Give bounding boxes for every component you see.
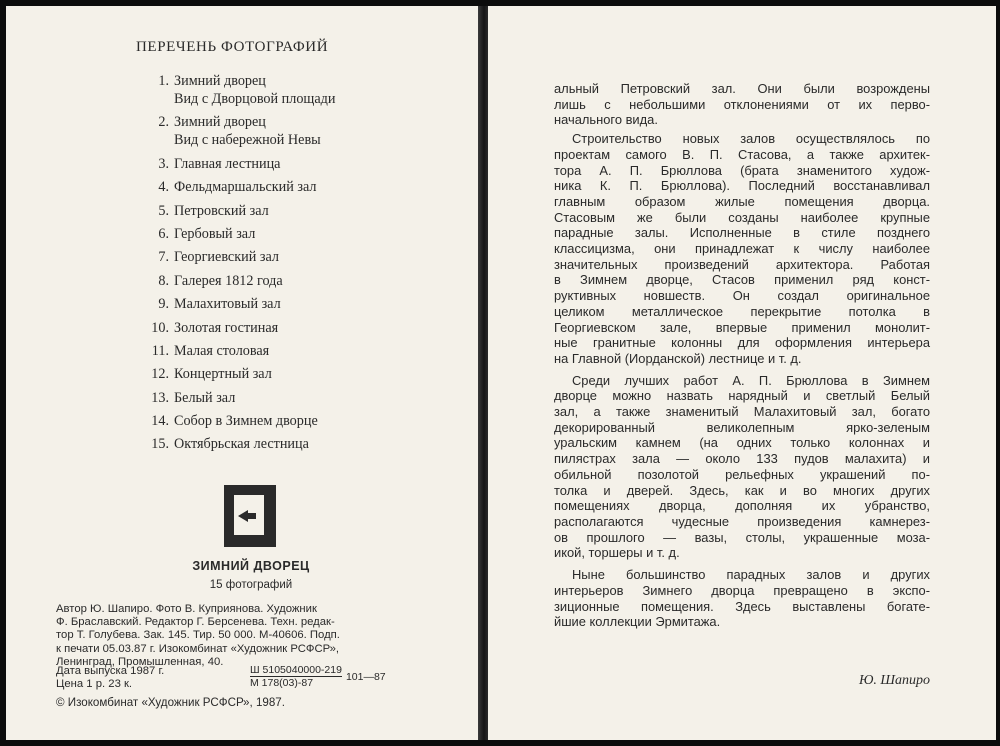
text-line: толка и дверей. Здесь, как и во многих других [554, 482, 930, 498]
photo-number: 5. [158, 202, 169, 219]
photo-number: 10. [151, 319, 169, 336]
photo-list-item [118, 435, 418, 453]
photo-number: 13. [151, 389, 169, 406]
photo-title [174, 178, 316, 196]
photo-list-item [118, 155, 418, 173]
photo-number: 3. [158, 155, 169, 172]
price: Цена 1 р. 23 к. [56, 678, 133, 691]
photo-title-line: Петровский зал [174, 202, 269, 219]
photo-list-item [118, 295, 418, 313]
photo-number: 6. [158, 225, 169, 242]
photo-number: 15. [151, 436, 169, 453]
paragraph [554, 81, 930, 128]
release-date: Дата выпуска 1987 г. [56, 665, 165, 677]
photo-title [174, 202, 269, 220]
photo-list-item [118, 248, 418, 266]
photo-list-item [118, 389, 418, 407]
release-info [56, 665, 164, 691]
photo-list-item [118, 342, 418, 360]
photo-title [174, 319, 278, 337]
text-line: классицизма, они принадлежат к числу наиболее [554, 241, 930, 257]
text-line: Стасовым же были созданы наиболее крупные [554, 209, 930, 225]
photo-list-item [118, 113, 418, 149]
photo-title [174, 225, 255, 243]
paragraph [554, 373, 930, 561]
paragraph [554, 567, 930, 630]
book-spine [478, 6, 488, 740]
photo-number: 9. [158, 296, 169, 313]
colophon-line: к печати 05.03.87 г. Изокомбинат «Художник РСФСР», [56, 642, 340, 655]
photo-title [174, 248, 279, 266]
photo-title-line: Гербовый зал [174, 225, 256, 242]
text-line: Ныне большинство парадных залов и других [572, 567, 930, 583]
photo-list-item [118, 225, 418, 243]
photo-number: 2. [158, 114, 169, 131]
text-line: проектам самого В. П. Стасова, а также архитек- [554, 146, 930, 162]
text-line: Среди лучших работ А. П. Брюллова в Зимнем [572, 372, 930, 388]
right-page [488, 6, 996, 740]
book-title: ЗИМНИЙ ДВОРЕЦ [192, 559, 310, 573]
index-code-top: Ш 5105040000-219 [250, 664, 342, 676]
text-line: целиком металлическое перекрытие потолка в [554, 303, 930, 319]
index-code-bottom: М 178(03)-87 [250, 677, 314, 689]
photo-title-line: Собор в Зимнем дворце [174, 413, 318, 430]
text-line: тора А. П. Брюллова (брата знаменитого худож- [554, 162, 930, 178]
toc-title: ПЕРЕЧЕНЬ ФОТОГРАФИЙ [136, 39, 329, 55]
photo-title [174, 272, 283, 290]
text-line: декорированный великолепным ярко-зеленым [554, 419, 930, 435]
photo-title [174, 155, 280, 173]
text-line: пилястрах зала — около 133 пудов малахита) и [554, 451, 930, 467]
photo-count: 15 фотографий [209, 579, 293, 591]
photo-list-item [118, 72, 418, 108]
copyright: © Изокомбинат «Художник РСФСР», 1987. [56, 696, 285, 709]
photo-title-line: Галерея 1812 года [174, 272, 283, 289]
photo-number: 14. [151, 413, 169, 430]
photo-list-item [118, 412, 418, 430]
photo-title [174, 72, 335, 108]
colophon-line: Ленинград, Промышленная, 40. [56, 655, 224, 668]
text-line: интерьеров Зимнего дворца превращено в экспо- [554, 582, 930, 598]
photo-title [174, 435, 309, 453]
text-line: ные гранитные колонны для оформления интерьера [554, 335, 930, 351]
photo-title [174, 342, 269, 360]
colophon-line: тор Т. Голубева. Зак. 145. Тир. 50 000. М-40606. Подп. [56, 629, 340, 642]
photo-title-line: Вид с набережной Невы [174, 132, 321, 149]
text-line: зиционные помещения. Здесь выставлены богате- [554, 598, 930, 614]
author-signature: Ю. Шапиро [858, 673, 930, 688]
photo-title-line: Вид с Дворцовой площади [174, 91, 336, 107]
colophon-line: Ф. Браславский. Редактор Г. Берсенева. Техн. редак- [56, 616, 335, 629]
index-code [250, 664, 386, 689]
colophon-line: Автор Ю. Шапиро. Фото В. Куприянова. Художник [56, 603, 317, 615]
photo-title [174, 389, 235, 407]
text-line: йшие коллекции Эрмитажа. [554, 614, 721, 630]
text-line: лишь с небольшими отклонениями от их перво- [554, 96, 930, 112]
text-line: Георгиевском зале, впервые применил монолит- [554, 319, 930, 335]
text-line: альный Петровский зал. Они были возрождены [554, 81, 930, 96]
photo-title [174, 412, 318, 430]
photo-number: 1. [158, 73, 169, 89]
photo-list-item [118, 272, 418, 290]
photo-title-line: Золотая гостиная [174, 319, 279, 336]
photo-title-line: Малахитовый зал [174, 296, 281, 313]
photo-number: 7. [158, 249, 169, 266]
photo-number: 4. [158, 179, 169, 196]
text-line: уральским камнем (на одних только колоннах и [554, 435, 930, 451]
text-line: в Зимнем дворце, Стасов применил ряд конст- [554, 272, 930, 288]
photo-title-line: Георгиевский зал [174, 249, 279, 266]
text-line: на Главной (Иорданской) лестнице и т. д. [554, 350, 802, 366]
photo-list-item [118, 365, 418, 383]
photo-number: 12. [151, 366, 169, 383]
photo-title-line: Малая столовая [174, 342, 270, 359]
text-line: ов прошлого — вазы, столы, украшенные моза- [554, 529, 930, 545]
text-line: зал, а также знаменитый Малахитовый зал, богато [554, 404, 930, 420]
text-line: икой, торшеры и т. д. [554, 545, 680, 561]
text-line: помещениях дворца, дополняя их убранство, [554, 498, 930, 514]
text-line: главным образом жилые помещения дворца. [554, 193, 930, 209]
paragraph [554, 131, 930, 367]
photo-title [174, 365, 272, 383]
photo-number: 8. [158, 272, 169, 289]
photo-list-item [118, 202, 418, 220]
photo-title-line: Зимний дворец [174, 73, 266, 89]
photo-title-line: Белый зал [174, 389, 236, 406]
text-line: начального вида. [554, 112, 658, 128]
photo-title-line: Главная лестница [174, 155, 281, 172]
index-code-suffix: 101—87 [345, 670, 386, 683]
photo-title-line: Концертный зал [174, 366, 272, 383]
text-line: руктивных новшеств. Он создал оригинальное [554, 288, 930, 304]
photo-title-line: Зимний дворец [174, 114, 266, 131]
text-line: дворце можно назвать нарядный и светлый Белый [554, 388, 930, 404]
photo-list [118, 72, 418, 459]
colophon [56, 603, 466, 669]
photo-title-line: Октябрьская лестница [174, 436, 309, 453]
left-page [6, 6, 478, 740]
photo-title-line: Фельдмаршальский зал [174, 179, 317, 196]
body-text [554, 81, 930, 636]
photo-number: 11. [151, 342, 169, 359]
text-line: значительных произведений архитектора. Работая [554, 256, 930, 272]
text-line: располагаются чудесные произведения камнерез- [554, 513, 930, 529]
photo-title [174, 295, 281, 313]
text-line: парадные залы. Исполненные в стиле позднего [554, 225, 930, 241]
publisher-logo-icon [224, 485, 276, 547]
text-line: обильной позолотой рельефных украшений по- [554, 466, 930, 482]
photo-title [174, 113, 321, 149]
photo-list-item [118, 178, 418, 196]
photo-list-item [118, 319, 418, 337]
text-line: ника К. П. Брюллова). Последний восстанавливал [554, 178, 930, 194]
text-line: Строительство новых залов осуществлялось по [572, 131, 930, 147]
